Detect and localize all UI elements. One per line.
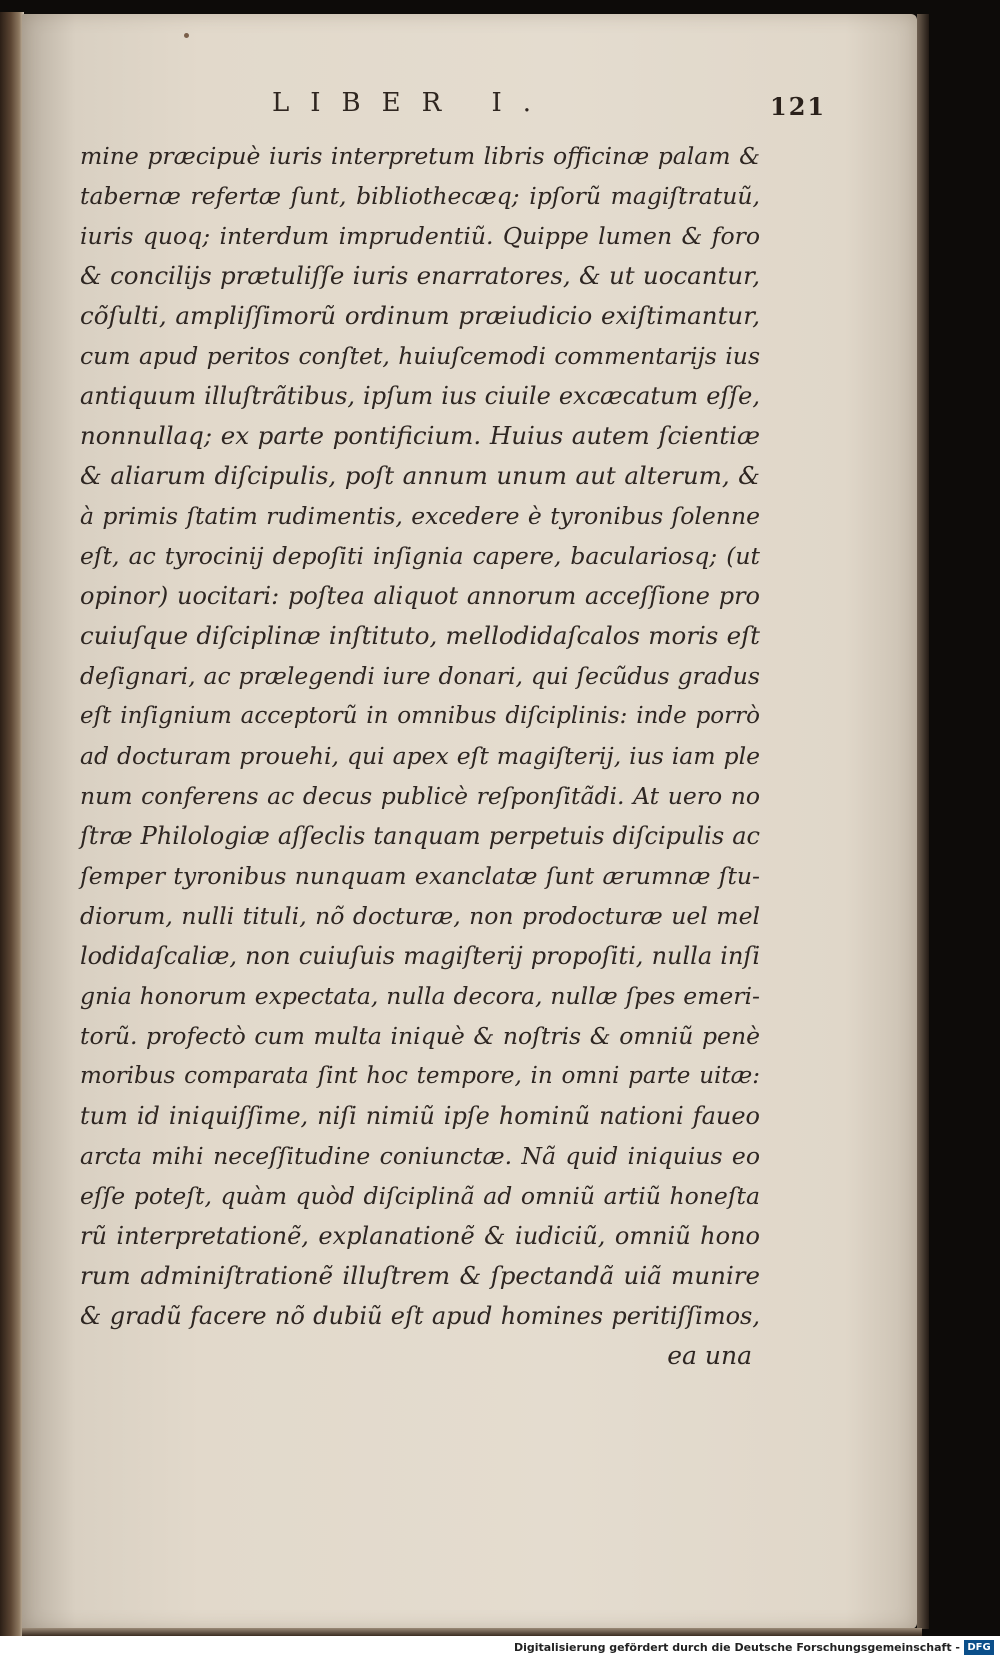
text-line: eſſe poteſt, quàm quòd diſciplinã ad omniũ artiũ honeſta bbox=[80, 1182, 760, 1210]
text-line: mine præcipuè iuris interpretum libris officinæ palam & bbox=[80, 142, 760, 170]
text-line: eſt inſignium acceptorũ in omnibus diſciplinis: inde porrò bbox=[80, 703, 760, 729]
text-line: nonnullaq; ex parte pontificium. Huius autem ſcientiæ bbox=[80, 421, 760, 450]
funding-credit: Digitalisierung gefördert durch die Deutsche Forschungsgemeinschaft - bbox=[513, 1641, 960, 1654]
text-line: & gradũ facere nõ dubiũ eſt apud homines peritiſſimos, bbox=[80, 1302, 760, 1330]
page-number: 121 bbox=[770, 92, 827, 121]
text-line: rũ interpretationẽ, explanationẽ & iudiciũ, omniũ hono bbox=[80, 1222, 760, 1250]
running-head: LIBER I. bbox=[272, 88, 552, 118]
text-line: num conferens ac decus publicè reſponſitãdi. At uero no bbox=[80, 782, 760, 810]
text-line: iuris quoq; interdum imprudentiũ. Quippe lumen & foro bbox=[80, 222, 760, 250]
text-line: lodidaſcaliæ, non cuiuſuis magiſterij propoſiti, nulla inſi bbox=[80, 942, 760, 970]
text-line: & concilijs prætuliſſe iuris enarratores, & ut uocantur, bbox=[80, 261, 760, 290]
text-line: rum adminiſtrationẽ illuſtrem & ſpectandã uiã munire bbox=[80, 1261, 760, 1290]
text-line: ad docturam prouehi, qui apex eſt magiſterij, ius iam ple bbox=[80, 742, 760, 770]
text-line: opinor) uocitari: poſtea aliquot annorum acceſſione pro bbox=[80, 582, 760, 610]
body-text bbox=[80, 136, 760, 1376]
text-line: cuiuſque diſciplinæ inſtituto, mellodidaſcalos moris eſt bbox=[80, 621, 760, 650]
text-line: à primis ſtatim rudimentis, excedere è tyronibus ſolenne bbox=[80, 502, 760, 530]
page-edge-shadow bbox=[917, 14, 929, 1629]
text-line: ſemper tyronibus nunquam exanclatæ ſunt ærumnæ ſtu- bbox=[80, 862, 760, 890]
text-line: deſignari, ac prælegendi iure donari, qui ſecũdus gradus bbox=[80, 662, 760, 690]
text-line: moribus comparata ſint hoc tempore, in omni parte uitæ: bbox=[80, 1063, 760, 1089]
text-line: cum apud peritos conſtet, huiuſcemodi commentarijs ius bbox=[80, 342, 760, 370]
text-line: diorum, nulli tituli, nõ docturæ, non prodocturæ uel mel bbox=[80, 902, 760, 930]
page-bottom-edge bbox=[22, 1628, 922, 1636]
text-line: tum id iniquiſſime, niſi nimiũ ipſe hominũ nationi faueo bbox=[80, 1102, 760, 1130]
text-line: tabernæ refertæ ſunt, bibliothecæq; ipſorũ magiſtratuũ, bbox=[80, 182, 760, 210]
text-line: eſt, ac tyrocinij depoſiti inſignia capere, baculariosq; (ut bbox=[80, 542, 760, 570]
text-line: arcta mihi neceſſitudine coniunctæ. Nã quid iniquius eo bbox=[80, 1142, 760, 1170]
text-line: antiquum illuſtrãtibus, ipſum ius ciuile excæcatum eſſe, bbox=[80, 382, 760, 410]
text-line: & aliarum diſcipulis, poſt annum unum aut alterum, & bbox=[80, 461, 760, 490]
dfg-logo: DFG bbox=[964, 1640, 994, 1655]
book-spine-edge bbox=[0, 12, 24, 1637]
paper-speck bbox=[184, 33, 189, 38]
catchword: ea una bbox=[667, 1341, 752, 1370]
text-line: torũ. profectò cum multa iniquè & noſtris & omniũ penè bbox=[80, 1022, 760, 1050]
text-line: ſtræ Philologiæ aſſeclis tanquam perpetuis diſcipulis ac bbox=[80, 822, 760, 850]
text-line: gnia honorum expectata, nulla decora, nullæ ſpes emeri- bbox=[80, 982, 760, 1010]
text-line: cõſulti, ampliſſimorũ ordinum præiudicio exiſtimantur, bbox=[80, 301, 760, 330]
